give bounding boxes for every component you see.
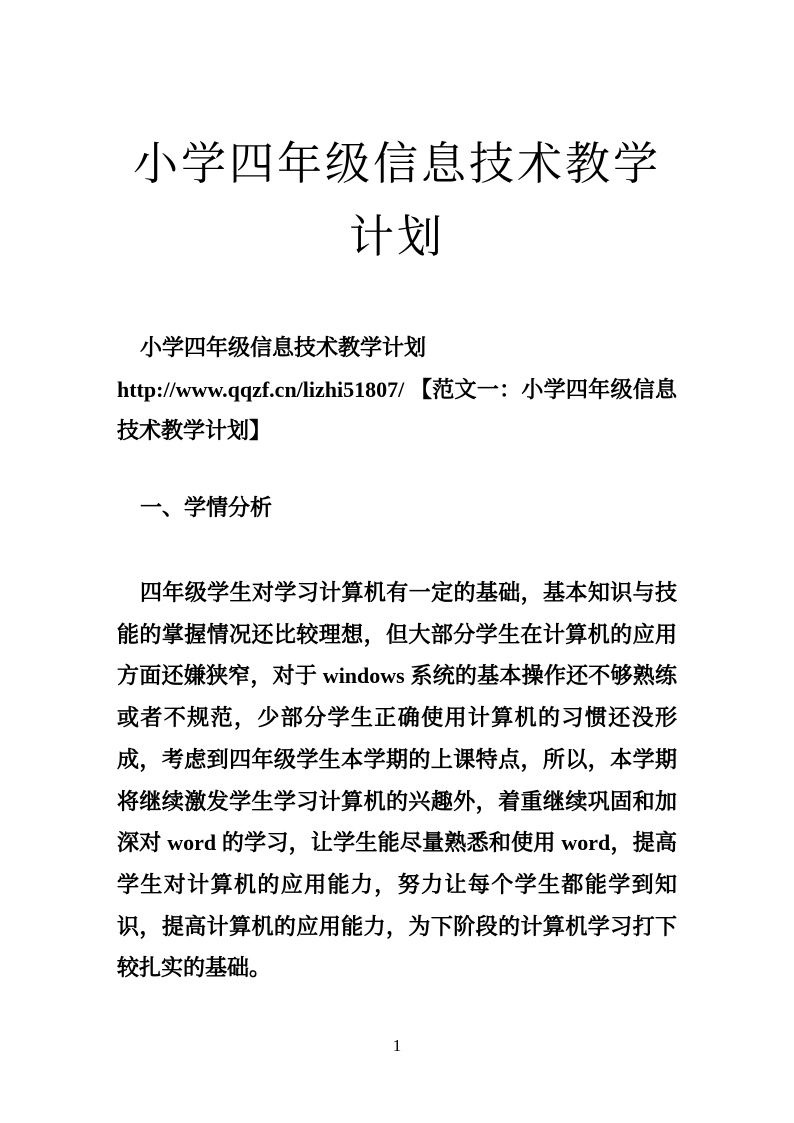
document-title-line-1: 小学四年级信息技术教学: [132, 139, 661, 189]
section-heading-block: [117, 487, 677, 529]
document-title: [117, 128, 677, 274]
paragraph-line-7: 深对 word 的学习，让学生能尽量熟悉和使用 word，提高: [117, 830, 677, 856]
paragraph-line-3: 方面还嫌狭窄，对于 windows 系统的基本操作还不够熟练: [117, 663, 677, 689]
document-title-line-2: 计划: [348, 212, 445, 262]
section-paragraph: [117, 572, 677, 989]
intro-heading-line: 小学四年级信息技术教学计划: [140, 335, 427, 360]
intro-source-line-2: 技术教学计划】: [117, 418, 272, 444]
paragraph-line-4: 或者不规范，少部分学生正确使用计算机的习惯还没形: [117, 705, 677, 731]
intro-block: [117, 327, 677, 452]
paragraph-line-5: 成，考虑到四年级学生本学期的上课特点，所以，本学期: [117, 746, 677, 772]
paragraph-line-9: 识，提高计算机的应用能力，为下阶段的计算机学习打下: [117, 913, 677, 939]
paragraph-line-2: 能的掌握情况还比较理想，但大部分学生在计算机的应用: [117, 621, 677, 647]
paragraph-line-1: 四年级学生对学习计算机有一定的基础，基本知识与技: [140, 580, 677, 605]
paragraph-line-8: 学生对计算机的应用能力，努力让每个学生都能学到知: [117, 871, 677, 897]
paragraph-line-6: 将继续激发学生学习计算机的兴趣外，着重继续巩固和加: [117, 788, 677, 814]
paragraph-line-10: 较扎实的基础。: [117, 955, 272, 981]
page-number: 1: [392, 1036, 402, 1055]
section-heading: 一、学情分析: [140, 495, 273, 520]
intro-source-line-1: http://www.qqzf.cn/lizhi51807/ 【范文一：小学四年级信息: [117, 376, 677, 402]
